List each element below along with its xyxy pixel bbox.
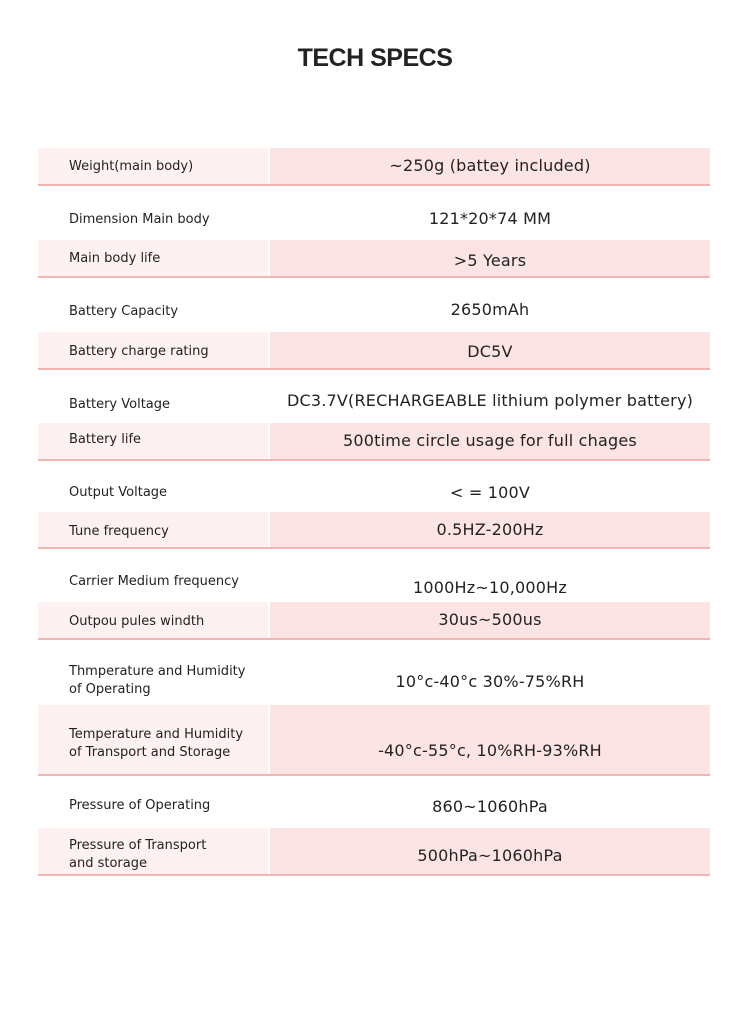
spec-row-battery-voltage	[38, 384, 710, 422]
spec-value: 30us~500us	[438, 610, 542, 629]
spec-row-storage-pressure	[38, 828, 710, 876]
spec-label: Outpou pules windth	[69, 614, 205, 629]
spec-value: ~250g (battey included)	[389, 156, 591, 175]
spec-value: 1000Hz~10,000Hz	[413, 578, 567, 597]
spec-row-output-voltage	[38, 474, 710, 510]
spec-value: < = 100V	[449, 483, 531, 502]
spec-label: Battery charge rating	[69, 344, 209, 359]
spec-value: 0.5HZ-200Hz	[436, 520, 544, 539]
spec-value: >5 Years	[453, 251, 527, 270]
spec-label: Pressure of Transport and storage	[69, 838, 207, 871]
spec-row-tune-frequency	[38, 512, 710, 549]
spec-row-carrier-frequency	[38, 564, 710, 600]
spec-row-weight	[38, 148, 710, 186]
spec-label: Main body life	[69, 251, 161, 266]
spec-label: Battery life	[69, 432, 142, 447]
spec-label: Thmperature and Humidity of Operating	[69, 664, 246, 697]
spec-label: Output Voltage	[69, 485, 168, 500]
spec-row-operating-pressure	[38, 790, 710, 826]
spec-row-storage-temperature	[38, 705, 710, 776]
spec-value: 500time circle usage for full chages	[343, 431, 637, 450]
spec-label: Carrier Medium frequency	[69, 574, 239, 589]
spec-row-pulse-width	[38, 602, 710, 640]
spec-row-operating-temperature	[38, 654, 710, 702]
spec-value: 2650mAh	[450, 300, 530, 319]
spec-row-battery-capacity	[38, 292, 710, 330]
spec-label: Tune frequency	[69, 524, 169, 539]
spec-row-dimension	[38, 200, 710, 238]
spec-value: 860~1060hPa	[432, 797, 548, 816]
spec-row-main-body-life	[38, 240, 710, 278]
spec-value: 10°c-40°c 30%-75%RH	[395, 672, 585, 691]
spec-value: DC3.7V(RECHARGEABLE lithium polymer battery)	[286, 391, 694, 410]
spec-value: -40°c-55°c, 10%RH-93%RH	[378, 741, 602, 760]
spec-value: DC5V	[467, 342, 513, 361]
spec-row-battery-life	[38, 423, 710, 461]
spec-label: Weight(main body)	[69, 159, 194, 174]
spec-label: Dimension Main body	[69, 212, 210, 227]
spec-label: Battery Capacity	[69, 304, 179, 319]
spec-row-battery-charge-rating	[38, 332, 710, 370]
spec-label: Battery Voltage	[69, 397, 171, 412]
spec-label: Temperature and Humidity of Transport and Storage	[69, 727, 244, 760]
page-title: TECH SPECS	[297, 44, 453, 72]
spec-value: 121*20*74 MM	[428, 209, 552, 228]
spec-label: Pressure of Operating	[69, 798, 211, 813]
spec-value: 500hPa~1060hPa	[417, 846, 563, 865]
